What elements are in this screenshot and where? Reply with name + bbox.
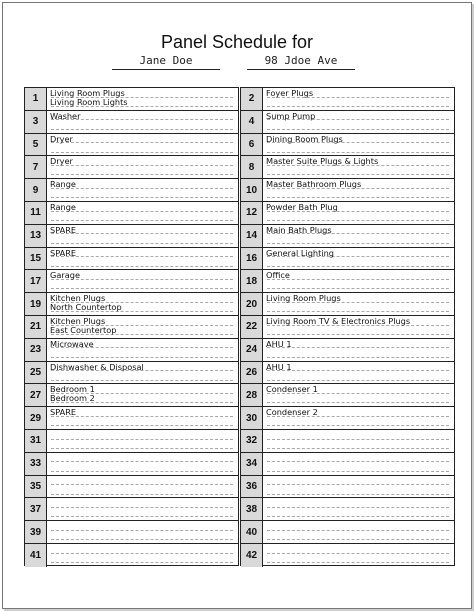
- circuit-number: 27: [25, 384, 47, 406]
- owner-name-field: Jane Doe: [112, 54, 220, 70]
- circuit-description: Range: [50, 179, 76, 190]
- circuit-description: Dryer: [50, 133, 73, 144]
- circuit-row-left: [25, 430, 238, 453]
- circuit-row-left: [25, 362, 238, 385]
- circuit-description: [50, 544, 235, 567]
- circuit-description: AHU 1: [266, 338, 292, 349]
- circuit-description: [266, 498, 451, 520]
- circuit-description: Condenser 1: [266, 384, 318, 395]
- circuit-row-left: [25, 476, 238, 499]
- circuit-row-right: [241, 544, 454, 567]
- circuit-description: Living Room Plugs: [266, 293, 341, 304]
- circuit-number: 23: [25, 339, 47, 361]
- circuit-number: 16: [241, 248, 263, 270]
- circuit-row-right: [241, 248, 454, 271]
- circuit-description: Range: [50, 202, 76, 212]
- address-field: 98 Jdoe Ave: [247, 54, 355, 70]
- circuit-description: General Lighting: [266, 247, 334, 258]
- circuit-number: 29: [25, 407, 47, 429]
- circuit-row-right: [241, 362, 454, 385]
- circuit-row-left: [25, 316, 238, 339]
- circuit-number: 4: [241, 111, 263, 133]
- circuit-description: [50, 453, 235, 475]
- circuit-row-left: [25, 339, 238, 362]
- circuit-row-right: [241, 225, 454, 248]
- circuit-row-right: [241, 476, 454, 499]
- circuit-description: SPARE: [50, 407, 77, 418]
- circuit-number: 32: [241, 430, 263, 452]
- circuit-number: 42: [241, 544, 263, 567]
- circuit-row-right: [241, 521, 454, 544]
- circuit-description: Dryer: [50, 156, 73, 167]
- circuit-row-right: [241, 111, 454, 134]
- circuit-row-left: [25, 225, 238, 248]
- circuit-number: 28: [241, 384, 263, 406]
- circuit-number: 22: [241, 316, 263, 338]
- circuit-number: 10: [241, 179, 263, 201]
- circuit-row-left: [25, 248, 238, 271]
- circuit-number: 14: [241, 225, 263, 247]
- circuit-description: Bedroom 1 Bedroom 2: [50, 384, 95, 404]
- circuit-description: Main Bath Plugs: [266, 224, 332, 235]
- circuit-number: 39: [25, 521, 47, 543]
- circuit-number: 17: [25, 270, 47, 292]
- circuit-number: 8: [241, 156, 263, 178]
- circuit-description: Office: [266, 270, 290, 281]
- circuit-description: Washer: [50, 110, 81, 121]
- circuit-description: Master Suite Plugs & Lights: [266, 156, 379, 167]
- circuit-description: Microwave: [50, 338, 94, 349]
- circuit-description: Garage: [50, 270, 80, 281]
- circuit-description: Living Room Plugs Living Room Lights: [50, 88, 128, 107]
- circuit-row-left: [25, 293, 238, 316]
- circuit-row-left: [25, 270, 238, 293]
- circuit-description: [266, 521, 451, 543]
- circuit-row-right: [241, 339, 454, 362]
- circuit-description: AHU 1: [266, 361, 292, 372]
- circuit-number: 34: [241, 453, 263, 475]
- circuit-row-left: [25, 134, 238, 157]
- circuit-description: Foyer Plugs: [266, 88, 314, 98]
- left-circuit-column: [24, 87, 239, 566]
- circuit-number: 6: [241, 134, 263, 156]
- circuit-number: 18: [241, 270, 263, 292]
- circuit-number: 7: [25, 156, 47, 178]
- circuit-description: [50, 476, 235, 498]
- circuit-description: SPARE: [50, 247, 77, 258]
- circuit-row-right: [241, 293, 454, 316]
- circuit-number: 12: [241, 202, 263, 224]
- circuit-description: Powder Bath Plug: [266, 202, 338, 212]
- circuit-row-right: [241, 179, 454, 202]
- circuit-number: 36: [241, 476, 263, 498]
- circuit-description: [266, 476, 451, 498]
- circuit-number: 3: [25, 111, 47, 133]
- circuit-row-left: [25, 521, 238, 544]
- circuit-description: Dishwasher & Disposal: [50, 361, 144, 372]
- circuit-description: Dining Room Plugs: [266, 133, 343, 144]
- circuit-number: 21: [25, 316, 47, 338]
- circuit-row-right: [241, 88, 454, 111]
- circuit-number: 30: [241, 407, 263, 429]
- circuit-number: 2: [241, 88, 263, 110]
- circuit-number: 37: [25, 498, 47, 520]
- circuit-row-right: [241, 498, 454, 521]
- circuit-description: SPARE: [50, 224, 77, 235]
- right-circuit-column: [240, 87, 455, 566]
- circuit-row-left: [25, 156, 238, 179]
- circuit-description: Master Bathroom Plugs: [266, 179, 362, 190]
- circuit-row-right: [241, 384, 454, 407]
- circuit-row-right: [241, 407, 454, 430]
- circuit-row-left: [25, 407, 238, 430]
- circuit-number: 24: [241, 339, 263, 361]
- circuit-number: 15: [25, 248, 47, 270]
- circuit-number: 25: [25, 362, 47, 384]
- circuit-number: 38: [241, 498, 263, 520]
- circuit-row-right: [241, 134, 454, 157]
- circuit-number: 40: [241, 521, 263, 543]
- circuit-number: 11: [25, 202, 47, 224]
- circuit-number: 9: [25, 179, 47, 201]
- circuit-row-right: [241, 430, 454, 453]
- circuit-number: 5: [25, 134, 47, 156]
- circuit-number: 26: [241, 362, 263, 384]
- circuit-row-right: [241, 453, 454, 476]
- circuit-row-left: [25, 498, 238, 521]
- circuit-row-left: [25, 179, 238, 202]
- circuit-number: 41: [25, 544, 47, 567]
- circuit-number: 20: [241, 293, 263, 315]
- circuit-description: Condenser 2: [266, 407, 318, 418]
- circuit-row-right: [241, 270, 454, 293]
- circuit-number: 1: [25, 88, 47, 110]
- circuit-description: [266, 453, 451, 475]
- circuit-number: 31: [25, 430, 47, 452]
- page-title: Panel Schedule for: [160, 32, 314, 52]
- circuit-row-right: [241, 202, 454, 225]
- circuit-row-left: [25, 88, 238, 111]
- circuit-description: Sump Pump: [266, 110, 316, 121]
- circuit-row-right: [241, 316, 454, 339]
- circuit-number: 19: [25, 293, 47, 315]
- circuit-number: 35: [25, 476, 47, 498]
- circuit-row-left: [25, 202, 238, 225]
- circuit-number: 33: [25, 453, 47, 475]
- circuit-row-left: [25, 453, 238, 476]
- circuit-description: Kitchen Plugs North Countertop: [50, 293, 122, 313]
- circuit-description: [50, 521, 235, 543]
- circuit-row-left: [25, 544, 238, 567]
- circuit-description: Living Room TV & Electronics Plugs: [266, 316, 411, 326]
- circuit-description: [266, 544, 451, 567]
- circuit-description: [50, 498, 235, 520]
- circuit-description: Kitchen Plugs East Countertop: [50, 316, 117, 335]
- circuit-row-right: [241, 156, 454, 179]
- circuit-row-left: [25, 111, 238, 134]
- circuit-number: 13: [25, 225, 47, 247]
- circuit-description: [50, 430, 235, 452]
- circuit-row-left: [25, 384, 238, 407]
- circuit-description: [266, 430, 451, 452]
